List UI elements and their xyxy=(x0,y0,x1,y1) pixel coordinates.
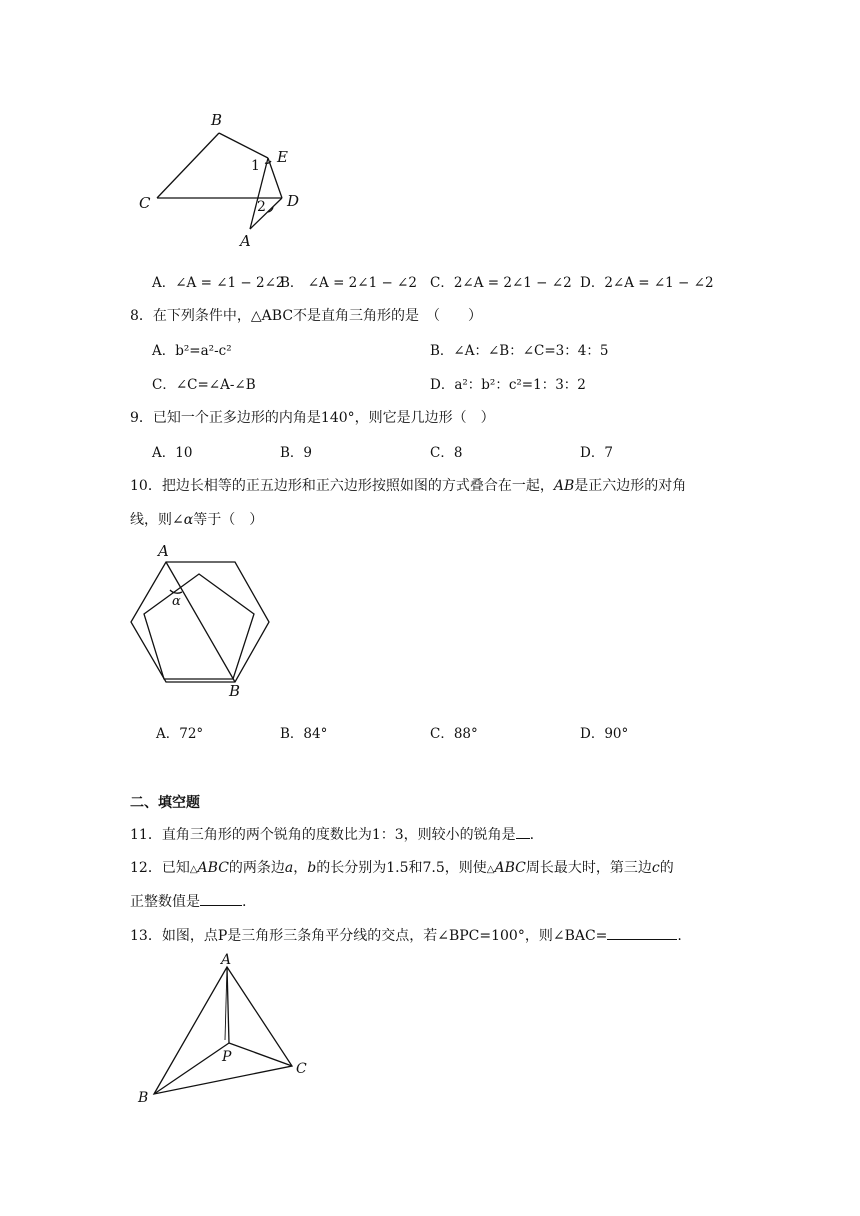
fig7-label-1: 1 xyxy=(251,158,260,174)
q7-option-b: B． ∠A = 2∠1 − ∠2 xyxy=(280,275,417,291)
q12-c: c xyxy=(651,860,660,876)
fig10-label-B: B xyxy=(229,682,241,700)
fig7-label-D: D xyxy=(287,192,300,210)
q9-option-b: B．9 xyxy=(280,445,313,461)
q8-option-b: B．∠A：∠B：∠C=3：4：5 xyxy=(430,343,609,359)
q9-option-a: A．10 xyxy=(152,445,193,461)
q10-ab: AB xyxy=(553,478,575,494)
figure-q10 xyxy=(125,540,275,700)
q10-option-c: C．88° xyxy=(430,726,478,742)
q10-line1-part-a: 10．把边长相等的正五边形和正六边形按照如图的方式叠合在一起， xyxy=(130,478,554,494)
q10-line1-part-b: 是正六边形的对角 xyxy=(574,478,687,494)
q12-p2: 的两条边 xyxy=(228,860,285,876)
q10-line2-part-b: 等于（ ） xyxy=(193,512,264,528)
q11 xyxy=(130,824,534,844)
q12-p3: ， xyxy=(293,860,308,876)
fig10-label-alpha: α xyxy=(172,594,181,609)
q7-option-c: C．2∠A = 2∠1 − ∠2 xyxy=(430,275,572,291)
q12-p4: 的长分别为1.5和7.5，则使 xyxy=(316,860,487,876)
q11-blank xyxy=(516,824,530,839)
q10-line1 xyxy=(130,475,686,495)
q7-option-d: D．2∠A = ∠1 − ∠2 xyxy=(580,275,714,291)
q11-text: 11．直角三角形的两个锐角的度数比为1：3，则较小的锐角是 xyxy=(130,827,516,843)
fig10-label-A: A xyxy=(158,542,169,560)
q10-line2 xyxy=(130,509,263,529)
q12-abc: ABC xyxy=(197,860,229,876)
q10-alpha: α xyxy=(183,512,194,528)
q13 xyxy=(130,925,682,945)
fig7-label-C: C xyxy=(139,194,151,212)
fig13-label-P: P xyxy=(222,1049,232,1065)
q9-option-d: D．7 xyxy=(580,445,613,461)
q13-tail: . xyxy=(677,928,682,944)
fig7-label-E: E xyxy=(277,148,288,166)
q10-option-a: A．72° xyxy=(156,726,204,742)
q8-option-d: D．a²：b²：c²=1：3：2 xyxy=(430,377,586,393)
q12-line2-text: 正整数值是 xyxy=(130,894,200,910)
q12-a: a xyxy=(284,860,294,876)
fig7-label-A: A xyxy=(240,232,251,250)
q13-text: 13．如图，点P是三角形三条角平分线的交点，若∠BPC=100°，则∠BAC= xyxy=(130,928,608,944)
q7-option-a: A．∠A = ∠1 − 2∠2 xyxy=(152,275,285,291)
q8-stem: 8．在下列条件中，△ABC不是直角三角形的是 （ ） xyxy=(130,308,483,324)
q12-abc2: ABC xyxy=(494,860,526,876)
q10-option-b: B．84° xyxy=(280,726,328,742)
figure-q13 xyxy=(130,945,320,1110)
q12-tri2: △ xyxy=(486,864,495,875)
fig7-label-2: 2 xyxy=(257,199,266,215)
fig13-label-C: C xyxy=(296,1061,307,1077)
q8-option-a: A．b²=a²-c² xyxy=(152,343,232,359)
q12-p5: 周长最大时，第三边 xyxy=(525,860,652,876)
q12-p6: 的 xyxy=(659,860,674,876)
q12-tri: △ xyxy=(189,864,198,875)
q9-stem: 9．已知一个正多边形的内角是140°，则它是几边形（ ） xyxy=(130,410,495,426)
q12-b: b xyxy=(307,860,317,876)
q12-p1: 12．已知 xyxy=(130,860,190,876)
q12-tail: . xyxy=(242,894,247,910)
q12-line1 xyxy=(130,857,674,877)
q10-line2-part-a: 线，则∠ xyxy=(130,512,184,528)
fig13-label-B: B xyxy=(138,1090,149,1106)
figure-q7 xyxy=(130,105,320,255)
section-title-fill-blank: 二、填空题 xyxy=(130,795,200,811)
q11-tail: . xyxy=(529,827,535,843)
q9-option-c: C．8 xyxy=(430,445,463,461)
q10-option-d: D．90° xyxy=(580,726,629,742)
fig13-label-A: A xyxy=(221,952,232,968)
q8-option-c: C．∠C=∠A-∠B xyxy=(152,377,256,393)
q12-line2 xyxy=(130,891,246,911)
q12-blank xyxy=(200,891,242,906)
fig7-label-B: B xyxy=(211,111,223,129)
q13-blank xyxy=(607,925,677,940)
